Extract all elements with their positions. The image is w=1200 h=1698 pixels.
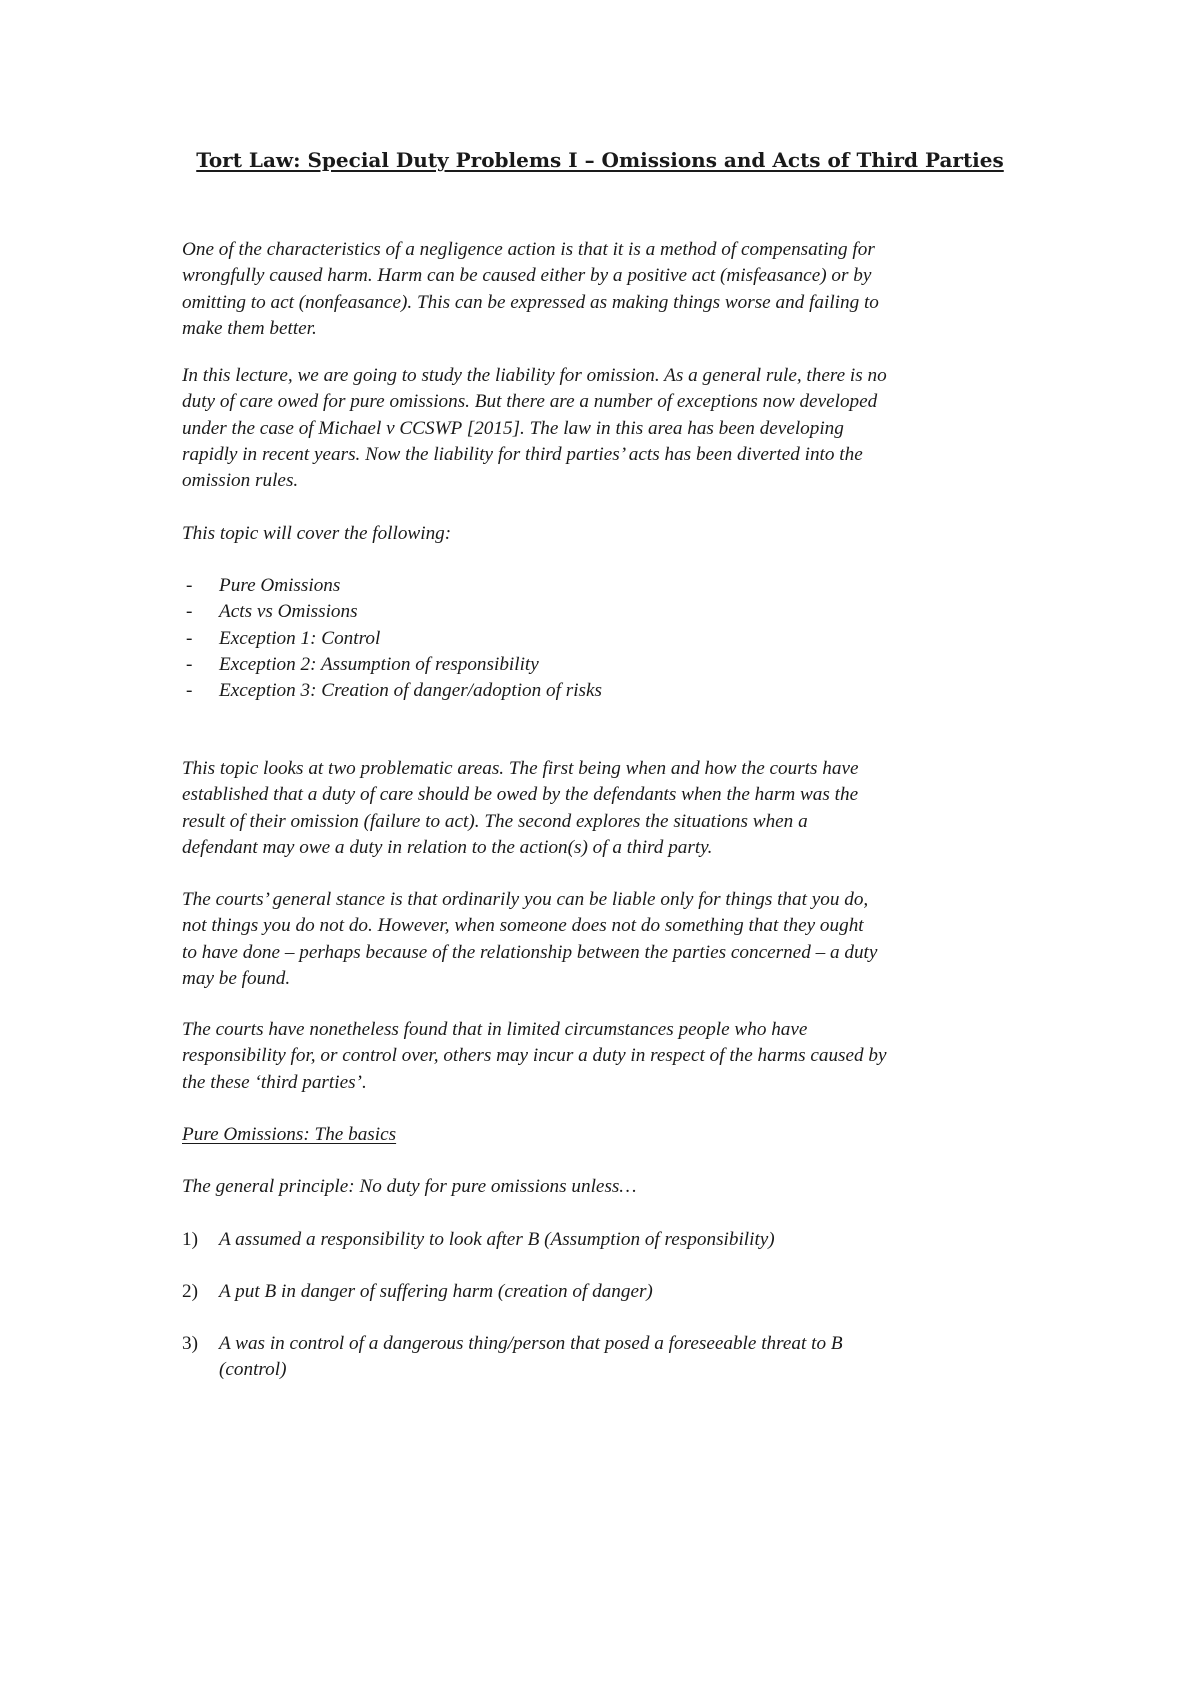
list-item-text: Exception 2: Assumption of responsibility bbox=[219, 653, 539, 675]
intro-paragraph bbox=[182, 237, 1032, 342]
stance-line: to have done – perhaps because of the relationship between the parties concerned – a duty bbox=[182, 941, 878, 963]
list-item-text: Acts vs Omissions bbox=[219, 601, 358, 623]
third-party-line: responsibility for, or control over, others may incur a duty in respect of the harms caused by bbox=[182, 1045, 887, 1067]
third-party-line: the these ‘third parties’. bbox=[182, 1071, 367, 1093]
bullet-marker: - bbox=[186, 575, 193, 596]
bullet-marker: - bbox=[186, 680, 193, 702]
intro-line: omitting to act (nonfeasance). This can be expressed as making things worse and failing to bbox=[182, 291, 879, 313]
general-principle: The general principle: No duty for pure omissions unless… bbox=[182, 1176, 637, 1197]
list-item bbox=[182, 652, 1032, 678]
third-party-line: The courts have nonetheless found that in limited circumstances people who have bbox=[182, 1019, 808, 1040]
topic-list bbox=[182, 573, 1032, 704]
problem-line: result of their omission (failure to act). The second explores the situations when a bbox=[182, 810, 808, 832]
list-item bbox=[182, 678, 1032, 704]
intro-line: wrongfully caused harm. Harm can be caused either by a positive act (misfeasance) or by bbox=[182, 265, 872, 287]
lecture-paragraph bbox=[182, 363, 1032, 494]
third-party-paragraph bbox=[182, 1017, 1032, 1096]
item-text: A was in control of a dangerous thing/person that posed a foreseeable threat to B bbox=[219, 1333, 843, 1354]
list-item-text: Pure Omissions bbox=[219, 575, 341, 596]
lecture-line: rapidly in recent years. Now the liability for third parties’ acts has been diverted into the bbox=[182, 443, 863, 465]
stance-paragraph bbox=[182, 887, 1032, 992]
section-heading: Pure Omissions: The basics bbox=[182, 1124, 397, 1145]
document-title: Tort Law: Special Duty Problems I – Omissions and Acts of Third Parties bbox=[196, 148, 1004, 172]
item-text: (control) bbox=[219, 1359, 287, 1381]
intro-line: One of the characteristics of a negligence action is that it is a method of compensating for bbox=[182, 239, 875, 260]
list-item bbox=[182, 626, 1032, 652]
intro-line: make them better. bbox=[182, 317, 317, 339]
list-item-text: Exception 1: Control bbox=[219, 627, 381, 649]
item-number: 3) bbox=[182, 1333, 198, 1354]
problem-paragraph bbox=[182, 756, 1032, 861]
stance-line: The courts’ general stance is that ordinarily you can be liable only for things that you do, bbox=[182, 889, 869, 910]
bullet-marker: - bbox=[186, 601, 193, 623]
lecture-line: In this lecture, we are going to study the liability for omission. As a general rule, there is no bbox=[182, 365, 887, 386]
lecture-line: omission rules. bbox=[182, 470, 299, 492]
bullet-marker: - bbox=[186, 653, 193, 675]
problem-line: defendant may owe a duty in relation to the action(s) of a third party. bbox=[182, 836, 713, 858]
lecture-line: duty of care owed for pure omissions. But there are a number of exceptions now developed bbox=[182, 391, 878, 413]
bullet-marker: - bbox=[186, 627, 193, 649]
problem-line: This topic looks at two problematic areas. The first being when and how the courts have bbox=[182, 758, 859, 779]
stance-line: may be found. bbox=[182, 967, 291, 989]
list-item bbox=[182, 573, 1032, 599]
list-item bbox=[182, 599, 1032, 625]
problem-line: established that a duty of care should be owed by the defendants when the harm was the bbox=[182, 784, 859, 806]
lecture-line: under the case of Michael v CCSWP [2015]. The law in this area has been developing bbox=[182, 417, 844, 439]
topic-intro: This topic will cover the following: bbox=[182, 523, 452, 544]
item-number: 2) bbox=[182, 1281, 198, 1302]
item-number: 1) bbox=[182, 1229, 198, 1250]
list-item-text: Exception 3: Creation of danger/adoption of risks bbox=[219, 680, 603, 702]
item-text: A put B in danger of suffering harm (creation of danger) bbox=[219, 1281, 653, 1302]
stance-line: not things you do not do. However, when someone does not do something that they ought bbox=[182, 915, 864, 937]
item-text: A assumed a responsibility to look after B (Assumption of responsibility) bbox=[219, 1229, 775, 1250]
